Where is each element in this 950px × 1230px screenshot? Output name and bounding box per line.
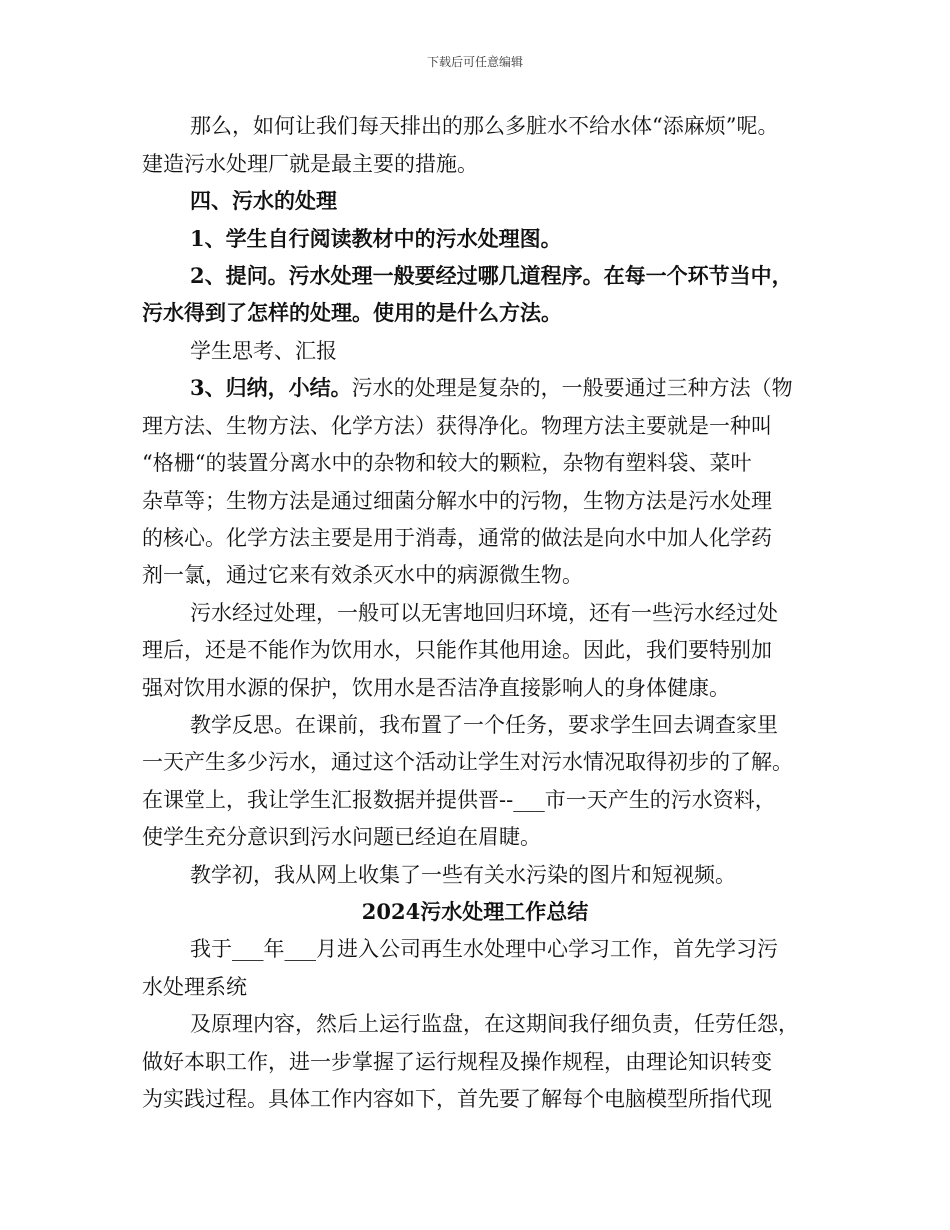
page-header: 下载后可任意编辑 bbox=[426, 55, 523, 69]
paragraph-line: 做好本职工作，进一步掌握了运行规程及操作规程，由理论知识转变 bbox=[142, 1050, 772, 1074]
paragraph-line: 我于___年___月进入公司再生水处理中心学习工作，首先学习污 bbox=[190, 937, 778, 961]
section-title: 2024污水处理工作总结 bbox=[361, 899, 589, 924]
paragraph-line: 理方法、生物方法、化学方法）获得净化。物理方法主要就是一种叫 bbox=[142, 414, 772, 438]
summary-text: 污水的处理是复杂的，一般要通过三种方法（物 bbox=[351, 376, 793, 400]
paragraph-line: 教学初，我从网上收集了一些有关水污染的图片和短视频。 bbox=[190, 863, 736, 887]
bold-line: 2、提问。污水处理一般要经过哪几道程序。在每一个环节当中， bbox=[190, 263, 793, 288]
paragraph-line: 污水经过处理，一般可以无害地回归环境，还有一些污水经过处 bbox=[190, 601, 778, 625]
summary-label: 3、归纳，小结。 bbox=[190, 375, 352, 400]
paragraph-line: 建造污水处理厂就是最主要的措施。 bbox=[142, 152, 478, 176]
paragraph-line: 水处理系统 bbox=[142, 975, 247, 999]
paragraph-line: 在课堂上，我让学生汇报数据并提供晋--___市一天产生的污水资料， bbox=[142, 788, 776, 812]
paragraph-line: 理后，还是不能作为饮用水，只能作其他用途。因此，我们要特别加 bbox=[142, 638, 772, 662]
paragraph-line: 杂草等；生物方法是通过细菌分解水中的污物，生物方法是污水处理 bbox=[142, 489, 772, 513]
paragraph-line: 的核心。化学方法主要是用于消毒，通常的做法是向水中加人化学药 bbox=[142, 526, 772, 550]
paragraph-line: 为实践过程。具体工作内容如下，首先要了解每个电脑模型所指代现 bbox=[142, 1087, 772, 1111]
paragraph-line: 一天产生多少污水，通过这个活动让学生对污水情况取得初步的了解。 bbox=[142, 750, 793, 774]
paragraph-line: “格栅“的装置分离水中的杂物和较大的颗粒，杂物有塑料袋、菜叶 bbox=[142, 451, 752, 475]
paragraph-line: 使学生充分意识到污水问题已经迫在眉睫。 bbox=[142, 825, 541, 849]
bold-line: 1、学生自行阅读教材中的污水处理图。 bbox=[190, 226, 562, 251]
paragraph-line: 教学反思。在课前，我布置了一个任务，要求学生回去调查家里 bbox=[190, 713, 778, 737]
paragraph-line: 及原理内容，然后上运行监盘，在这期间我仔细负责，任劳任怨， bbox=[190, 1012, 799, 1036]
paragraph-line: 那么，如何让我们每天排出的那么多脏水不给水体“添麻烦”呢。 bbox=[190, 114, 779, 138]
paragraph-line: 强对饮用水源的保护，饮用水是否洁净直接影响人的身体健康。 bbox=[142, 676, 730, 700]
paragraph-line: 学生思考、汇报 bbox=[190, 339, 337, 363]
paragraph-line bbox=[190, 374, 793, 402]
section-heading: 四、污水的处理 bbox=[190, 188, 337, 213]
bold-line: 污水得到了怎样的处理。使用的是什么方法。 bbox=[142, 300, 562, 325]
paragraph-line: 剂一氯，通过它来有效杀灭水中的病源微生物。 bbox=[142, 563, 583, 587]
